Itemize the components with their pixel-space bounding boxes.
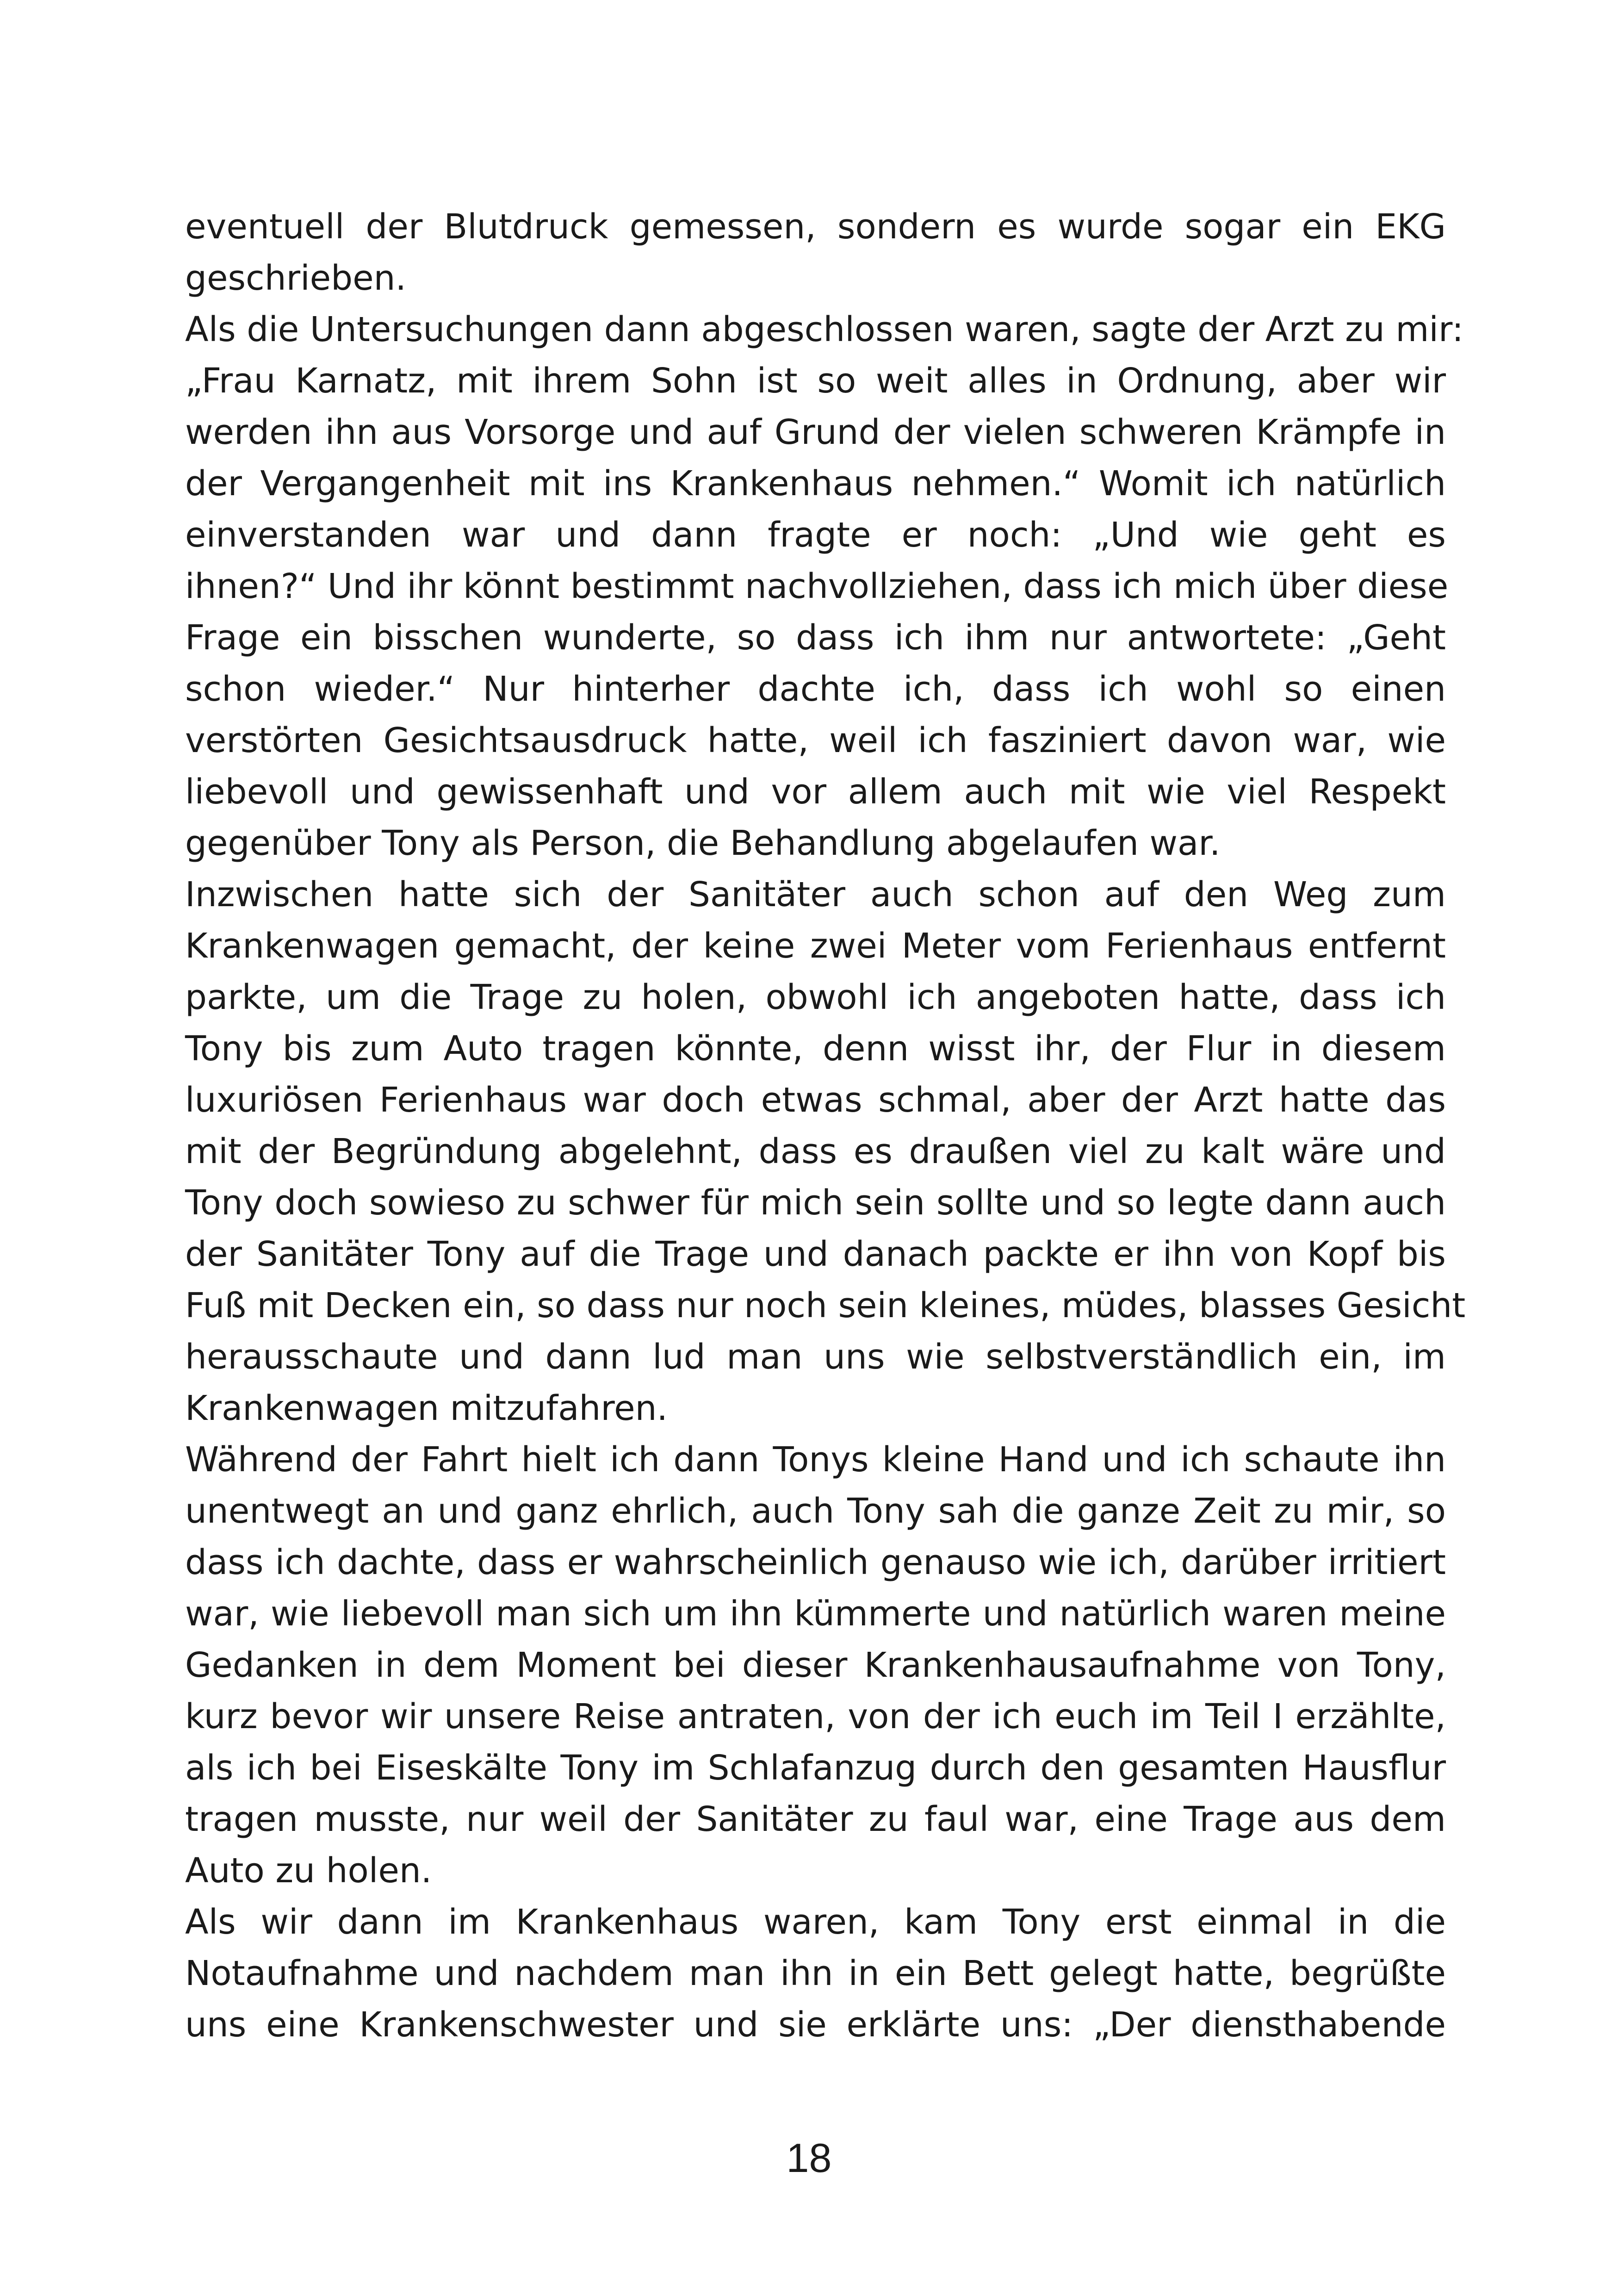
- text-line: der Vergangenheit mit ins Krankenhaus nehmen.“ Womit ich natürlich: [185, 464, 1446, 504]
- paragraph: [185, 304, 1464, 869]
- text-line: Tony bis zum Auto tragen könnte, denn wisst ihr, der Flur in diesem: [185, 1029, 1446, 1069]
- text-line: einverstanden war und dann fragte er noch: „Und wie geht es: [185, 515, 1446, 555]
- text-line: Fuß mit Decken ein, so dass nur noch sein kleines, müdes, blasses Gesicht: [185, 1286, 1466, 1325]
- paragraph: [185, 869, 1466, 1434]
- page-number: 18: [786, 2135, 832, 2181]
- text-line: Als die Untersuchungen dann abgeschlossen waren, sagte der Arzt zu mir:: [185, 310, 1464, 349]
- text-line: unentwegt an und ganz ehrlich, auch Tony sah die ganze Zeit zu mir, so: [185, 1491, 1446, 1531]
- paragraph: [185, 201, 1446, 304]
- body-text: [185, 201, 1466, 2051]
- text-line: Tony doch sowieso zu schwer für mich sein sollte und so legte dann auch: [185, 1183, 1446, 1223]
- text-line: verstörten Gesichtsausdruck hatte, weil ich fasziniert davon war, wie: [185, 721, 1446, 760]
- text-line: tragen musste, nur weil der Sanitäter zu faul war, eine Trage aus dem: [185, 1799, 1446, 1839]
- text-line: als ich bei Eiseskälte Tony im Schlafanzug durch den gesamten Hausflur: [185, 1748, 1446, 1788]
- text-line: mit der Begründung abgelehnt, dass es draußen viel zu kalt wäre und: [185, 1132, 1446, 1171]
- text-line: war, wie liebevoll man sich um ihn kümmerte und natürlich waren meine: [185, 1594, 1446, 1634]
- text-line: herausschaute und dann lud man uns wie selbstverständlich ein, im: [185, 1337, 1446, 1377]
- text-line: Frage ein bisschen wunderte, so dass ich ihm nur antwortete: „Geht: [185, 618, 1446, 658]
- text-line: „Frau Karnatz, mit ihrem Sohn ist so weit alles in Ordnung, aber wir: [185, 361, 1446, 401]
- text-line: dass ich dachte, dass er wahrscheinlich genauso wie ich, darüber irritiert: [185, 1543, 1446, 1582]
- text-line: liebevoll und gewissenhaft und vor allem auch mit wie viel Respekt: [185, 772, 1446, 812]
- text-line: Krankenwagen gemacht, der keine zwei Meter vom Ferienhaus entfernt: [185, 926, 1446, 966]
- text-line: parkte, um die Trage zu holen, obwohl ich angeboten hatte, dass ich: [185, 977, 1446, 1017]
- paragraph: [185, 1434, 1446, 1897]
- text-line: eventuell der Blutdruck gemessen, sondern es wurde sogar ein EKG: [185, 207, 1446, 247]
- text-line: Inzwischen hatte sich der Sanitäter auch schon auf den Weg zum: [185, 875, 1446, 915]
- text-line: Auto zu holen.: [185, 1851, 432, 1891]
- text-line: Gedanken in dem Moment bei dieser Krankenhausaufnahme von Tony,: [185, 1645, 1446, 1685]
- text-line: Notaufnahme und nachdem man ihn in ein Bett gelegt hatte, begrüßte: [185, 1954, 1446, 1993]
- paragraph: [185, 1897, 1446, 2051]
- text-line: uns eine Krankenschwester und sie erklärte uns: „Der diensthabende: [185, 2005, 1446, 2045]
- text-line: der Sanitäter Tony auf die Trage und danach packte er ihn von Kopf bis: [185, 1234, 1446, 1274]
- text-line: schon wieder.“ Nur hinterher dachte ich, dass ich wohl so einen: [185, 669, 1446, 709]
- text-line: geschrieben.: [185, 258, 407, 298]
- text-line: Während der Fahrt hielt ich dann Tonys kleine Hand und ich schaute ihn: [185, 1440, 1446, 1480]
- text-line: luxuriösen Ferienhaus war doch etwas schmal, aber der Arzt hatte das: [185, 1080, 1446, 1120]
- text-line: Krankenwagen mitzufahren.: [185, 1388, 668, 1428]
- text-line: ihnen?“ Und ihr könnt bestimmt nachvollziehen, dass ich mich über diese: [185, 566, 1449, 606]
- text-line: Als wir dann im Krankenhaus waren, kam Tony erst einmal in die: [185, 1902, 1446, 1942]
- text-line: gegenüber Tony als Person, die Behandlung abgelaufen war.: [185, 823, 1221, 863]
- text-line: werden ihn aus Vorsorge und auf Grund der vielen schweren Krämpfe in: [185, 412, 1446, 452]
- text-line: kurz bevor wir unsere Reise antraten, von der ich euch im Teil I erzählte,: [185, 1697, 1446, 1736]
